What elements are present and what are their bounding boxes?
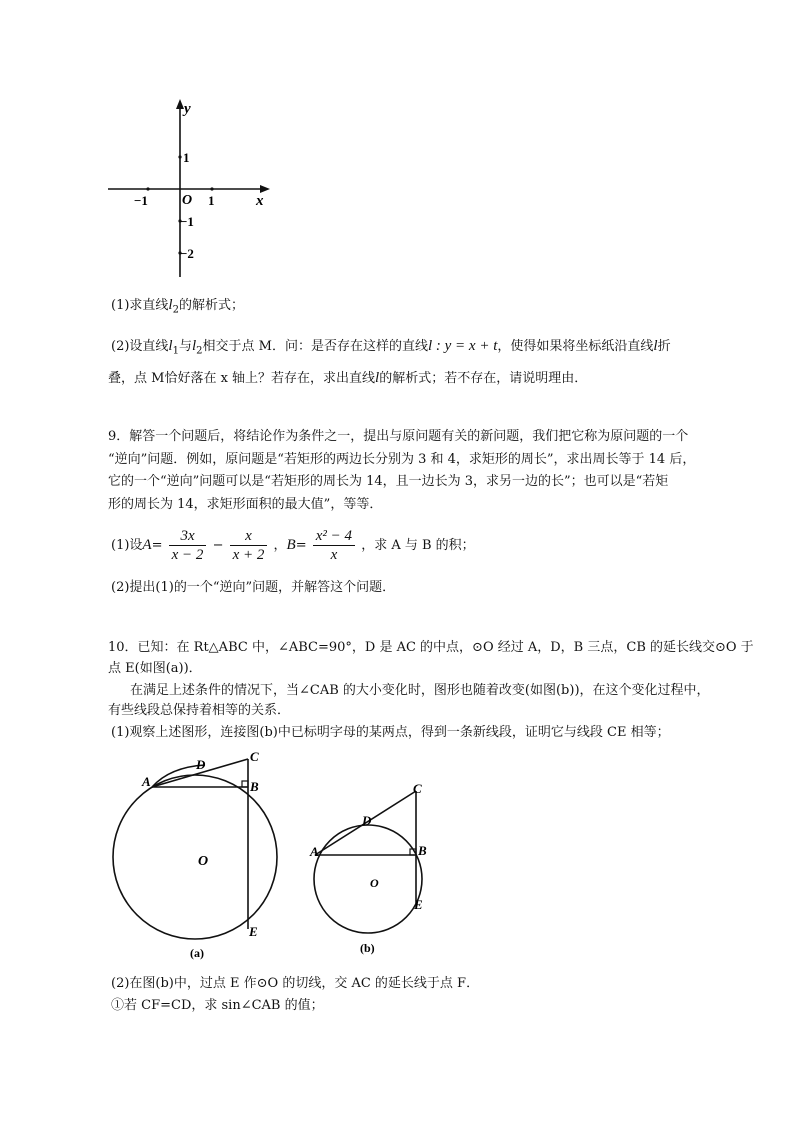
q10-line1: 10．已知：在 Rt△ABC 中，∠ABC=90°，D 是 AC 的中点，⊙O 经过 A，D，B 三点，CB 的延长线交⊙O 于 xyxy=(108,640,754,655)
q10-part2: (2)在图(b)中，过点 E 作⊙O 的切线，交 AC 的延长线于点 F． xyxy=(111,976,480,991)
tick-y-neg2: −2 xyxy=(180,246,194,261)
x-axis-label: x xyxy=(256,193,264,209)
fraction-3x: $\frac{3x}{x - 2}$ xyxy=(169,527,207,564)
tick-y-neg1: −1 xyxy=(180,214,194,229)
y-axis-label: y xyxy=(184,101,191,117)
x-axis-arrow xyxy=(260,185,270,193)
label-d-a: D xyxy=(196,757,206,772)
y-axis-arrow xyxy=(176,99,184,109)
label-c-a: C xyxy=(250,749,259,764)
q10-part1: (1)观察上述图形，连接图(b)中已标明字母的某两点，得到一条新线段，证明它与线段 CE 相等； xyxy=(111,725,670,740)
right-angle-mark-a xyxy=(242,781,248,787)
tick-x-neg1: −1 xyxy=(134,193,148,208)
circle-o-b xyxy=(314,825,422,933)
label-d-b: D xyxy=(362,813,372,828)
label-b-a: B xyxy=(250,779,259,794)
q9-part1: (1)设A= $\frac{3x}{x - 2}$ − $\frac{x}{x + 2}$ ，B= $\frac{\text{x² − 4}}{x}$ ，求 A 与 B 的积； xyxy=(111,528,475,563)
label-c-b: C xyxy=(413,781,422,796)
tick-x-1: 1 xyxy=(208,193,215,208)
q9-part2: (2)提出(1)的一个“逆向”问题，并解答这个问题． xyxy=(111,580,396,595)
q9-line4: 形的周长为 14，求矩形面积的最大值”，等等． xyxy=(108,497,383,512)
q9-line3: 它的一个“逆向”问题可以是“若矩形的周长为 14，且一边长为 3，求另一边的长”；也可以是“若矩 xyxy=(108,474,669,489)
q10-part2-sub1: ①若 CF=CD，求 sin∠CAB 的值； xyxy=(111,998,324,1013)
q8-part2-line2: 叠，点 M恰好落在 x 轴上？若存在，求出直线l的解析式；若不存在，请说明理由． xyxy=(108,370,588,386)
label-e-a: E xyxy=(249,924,258,939)
label-o-b: O xyxy=(370,876,379,890)
coordinate-figure xyxy=(100,95,280,285)
tick-y-1: 1 xyxy=(183,150,190,165)
q9-line2: “逆向”问题．例如，原问题是“若矩形的两边长分别为 3 和 4，求矩形的周长”，求出周长等于 14 后， xyxy=(108,452,696,467)
q10-line4: 有些线段总保持着相等的关系． xyxy=(108,703,291,718)
label-b-b: B xyxy=(418,843,427,858)
figure-b xyxy=(300,775,440,965)
q8-part1: (1)求直线$l_2$的解析式； xyxy=(111,297,244,316)
fraction-x: $\frac{x}{x + 2}$ xyxy=(230,527,268,564)
label-a-a: A xyxy=(142,774,151,789)
label-o-a: O xyxy=(198,854,209,869)
q10-line2: 点 E(如图(a))． xyxy=(108,661,202,676)
fraction-x2-4: $\frac{\text{x² − 4}}{x}$ xyxy=(313,527,355,564)
caption-a: (a) xyxy=(190,946,204,960)
label-e-b: E xyxy=(414,897,423,912)
origin-label: O xyxy=(182,193,193,208)
caption-b: (b) xyxy=(360,941,375,955)
q10-line3: 在满足上述条件的情况下，当∠CAB 的大小变化时，图形也随着改变(如图(b))，在这个变化过程中， xyxy=(130,683,710,698)
q8-part2-line1: (2)设直线$l_1$与$l_2$相交于点 M．问：是否存在这样的直线l : y = x + t，使得如果将坐标纸沿直线l折 xyxy=(111,338,671,357)
label-a-b: A xyxy=(310,844,319,859)
figure-a xyxy=(100,745,300,965)
circle-o-a xyxy=(113,775,277,939)
q9-line1: 9．解答一个问题后，将结论作为条件之一，提出与原问题有关的新问题，我们把它称为原问题的一个 xyxy=(108,429,689,444)
